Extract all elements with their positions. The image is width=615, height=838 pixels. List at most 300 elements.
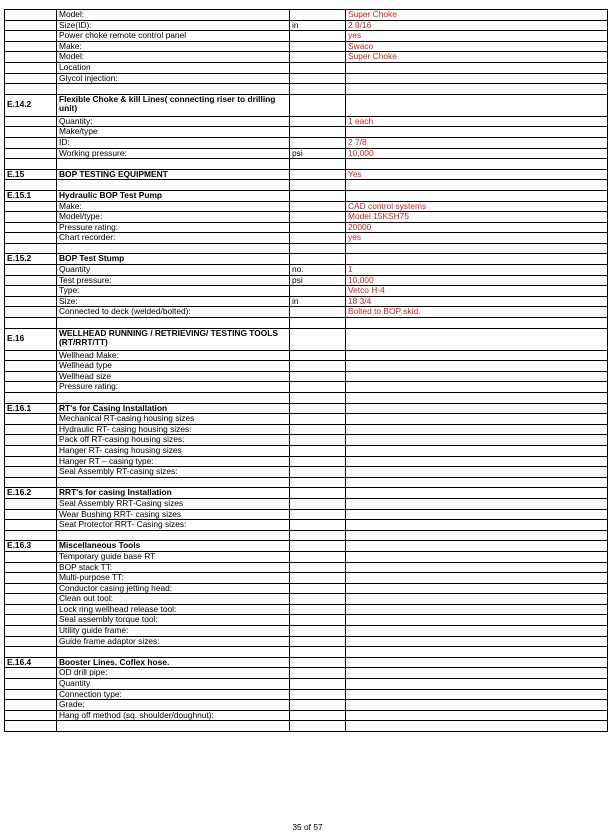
value-cell — [346, 626, 608, 637]
item-label: Wear Bushing RRT- casing sizes — [57, 509, 290, 520]
value-cell — [346, 562, 608, 573]
section-number — [5, 243, 57, 254]
section-number — [5, 604, 57, 615]
unit-cell — [290, 456, 346, 467]
spec-row — [5, 700, 608, 711]
item-label — [57, 721, 290, 732]
value-cell — [346, 243, 608, 254]
value-cell: 1 — [346, 265, 608, 276]
spec-row — [5, 551, 608, 562]
spec-row — [5, 361, 608, 372]
section-number — [5, 212, 57, 223]
section-title: BOP Test Stump — [57, 254, 290, 265]
value-cell — [346, 530, 608, 541]
value-cell: Yes — [346, 169, 608, 180]
unit-cell — [290, 636, 346, 647]
value-cell: Super Choke — [346, 10, 608, 21]
section-number — [5, 41, 57, 52]
section-number — [5, 127, 57, 138]
value-cell — [346, 84, 608, 95]
section-number — [5, 530, 57, 541]
section-number — [5, 477, 57, 488]
item-label: Power choke remote control panel — [57, 31, 290, 42]
value-cell: 10,000 — [346, 275, 608, 286]
spec-row — [5, 573, 608, 584]
unit-cell — [290, 573, 346, 584]
unit-cell: psi — [290, 148, 346, 159]
item-label: Grade: — [57, 700, 290, 711]
item-label: Connected to deck (welded/bolted): — [57, 307, 290, 318]
section-number — [5, 626, 57, 637]
unit-cell — [290, 180, 346, 191]
unit-cell — [290, 169, 346, 180]
unit-cell — [290, 41, 346, 52]
spec-row — [5, 31, 608, 42]
section-number — [5, 689, 57, 700]
unit-cell — [290, 509, 346, 520]
item-label: BOP stack TT: — [57, 562, 290, 573]
section-header-row — [5, 94, 608, 116]
item-label: Make/type — [57, 127, 290, 138]
spacer-row — [5, 318, 608, 329]
item-label: Conductor casing jetting head: — [57, 583, 290, 594]
item-label: Utility guide frame: — [57, 626, 290, 637]
unit-cell — [290, 243, 346, 254]
section-number — [5, 382, 57, 393]
section-number — [5, 233, 57, 244]
section-title: Miscellaneous Tools — [57, 541, 290, 552]
value-cell: Bolted to BOP skid. — [346, 307, 608, 318]
unit-cell — [290, 382, 346, 393]
item-label: Size: — [57, 296, 290, 307]
value-cell — [346, 657, 608, 668]
value-cell — [346, 414, 608, 425]
spec-row — [5, 148, 608, 159]
section-number — [5, 636, 57, 647]
section-number — [5, 414, 57, 425]
section-number — [5, 31, 57, 42]
unit-cell — [290, 371, 346, 382]
section-number: E.14.2 — [5, 94, 57, 116]
value-cell — [346, 498, 608, 509]
value-cell: Model 15KSH75 — [346, 212, 608, 223]
spec-row — [5, 382, 608, 393]
value-cell: yes — [346, 233, 608, 244]
spec-row — [5, 350, 608, 361]
section-number — [5, 350, 57, 361]
section-number — [5, 551, 57, 562]
unit-cell — [290, 604, 346, 615]
unit-cell: in — [290, 20, 346, 31]
section-header-row — [5, 169, 608, 180]
section-number — [5, 318, 57, 329]
spec-row — [5, 201, 608, 212]
value-cell — [346, 573, 608, 584]
item-label: Model/type: — [57, 212, 290, 223]
section-number — [5, 594, 57, 605]
unit-cell — [290, 435, 346, 446]
section-number — [5, 265, 57, 276]
value-cell — [346, 509, 608, 520]
item-label: Quantity — [57, 265, 290, 276]
section-number — [5, 583, 57, 594]
spec-row — [5, 265, 608, 276]
section-number — [5, 116, 57, 127]
value-cell — [346, 551, 608, 562]
section-number — [5, 180, 57, 191]
unit-cell — [290, 424, 346, 435]
unit-cell — [290, 137, 346, 148]
section-title: RT's for Casing Installation — [57, 403, 290, 414]
spec-row — [5, 445, 608, 456]
value-cell — [346, 467, 608, 478]
item-label: Seal assembly torque tool: — [57, 615, 290, 626]
section-number — [5, 159, 57, 170]
item-label: Model: — [57, 52, 290, 63]
value-cell — [346, 721, 608, 732]
item-label — [57, 393, 290, 404]
unit-cell — [290, 403, 346, 414]
spec-table-body — [5, 10, 608, 732]
value-cell — [346, 488, 608, 499]
spec-row — [5, 52, 608, 63]
item-label: Seat Protector RRT- Casing sizes: — [57, 520, 290, 531]
spec-row — [5, 615, 608, 626]
section-title: BOP TESTING EQUIPMENT — [57, 169, 290, 180]
item-label: Model: — [57, 10, 290, 21]
section-number: E.15.2 — [5, 254, 57, 265]
value-cell — [346, 710, 608, 721]
unit-cell — [290, 393, 346, 404]
value-cell — [346, 180, 608, 191]
value-cell — [346, 541, 608, 552]
spec-row — [5, 296, 608, 307]
unit-cell — [290, 700, 346, 711]
section-number: E.15 — [5, 169, 57, 180]
section-number — [5, 84, 57, 95]
section-title: WELLHEAD RUNNING / RETRIEVING/ TESTING TOOLS (RT/RRT/TT) — [57, 328, 290, 350]
item-label: Lock ring wellhead release tool: — [57, 604, 290, 615]
section-number — [5, 10, 57, 21]
spec-row — [5, 275, 608, 286]
spec-row — [5, 127, 608, 138]
section-title: Booster Lines. Coflex hose. — [57, 657, 290, 668]
unit-cell — [290, 594, 346, 605]
item-label: OD drill pipe: — [57, 668, 290, 679]
value-cell: yes — [346, 31, 608, 42]
unit-cell — [290, 414, 346, 425]
section-number: E.16 — [5, 328, 57, 350]
section-number — [5, 73, 57, 84]
section-number — [5, 286, 57, 297]
section-number — [5, 615, 57, 626]
unit-cell — [290, 201, 346, 212]
spec-row — [5, 710, 608, 721]
section-header-row — [5, 190, 608, 201]
spacer-row — [5, 647, 608, 658]
unit-cell — [290, 10, 346, 21]
item-label: Wellhead type — [57, 361, 290, 372]
unit-cell — [290, 254, 346, 265]
spec-row — [5, 286, 608, 297]
unit-cell — [290, 159, 346, 170]
item-label: Working pressure: — [57, 148, 290, 159]
item-label — [57, 530, 290, 541]
spec-row — [5, 509, 608, 520]
unit-cell — [290, 94, 346, 116]
item-label: Hydraulic RT- casing housing sizes: — [57, 424, 290, 435]
spacer-row — [5, 159, 608, 170]
section-number — [5, 445, 57, 456]
unit-cell — [290, 498, 346, 509]
value-cell — [346, 393, 608, 404]
spec-row — [5, 498, 608, 509]
section-number — [5, 424, 57, 435]
unit-cell — [290, 647, 346, 658]
spec-row — [5, 371, 608, 382]
spec-row — [5, 604, 608, 615]
item-label: Hang off method (sq. shoulder/doughnut): — [57, 710, 290, 721]
item-label: Seal Assembly RT-casing sizes: — [57, 467, 290, 478]
section-number — [5, 498, 57, 509]
spec-row — [5, 222, 608, 233]
section-header-row — [5, 254, 608, 265]
item-label — [57, 477, 290, 488]
value-cell — [346, 159, 608, 170]
value-cell — [346, 350, 608, 361]
value-cell — [346, 647, 608, 658]
unit-cell: no. — [290, 265, 346, 276]
section-number — [5, 20, 57, 31]
unit-cell — [290, 116, 346, 127]
unit-cell — [290, 307, 346, 318]
section-number: E.15.1 — [5, 190, 57, 201]
section-number — [5, 148, 57, 159]
unit-cell — [290, 233, 346, 244]
spec-row — [5, 212, 608, 223]
section-header-row — [5, 541, 608, 552]
item-label: Chart recorder: — [57, 233, 290, 244]
spec-row — [5, 668, 608, 679]
item-label: Clean out tool: — [57, 594, 290, 605]
section-title: Hydraulic BOP Test Pump — [57, 190, 290, 201]
item-label: Quantity — [57, 679, 290, 690]
section-number — [5, 435, 57, 446]
unit-cell — [290, 127, 346, 138]
spec-row — [5, 435, 608, 446]
value-cell: 2 7/8 — [346, 137, 608, 148]
value-cell: 2 9/16 — [346, 20, 608, 31]
spec-row — [5, 414, 608, 425]
unit-cell — [290, 31, 346, 42]
section-number — [5, 700, 57, 711]
unit-cell: psi — [290, 275, 346, 286]
unit-cell — [290, 467, 346, 478]
value-cell — [346, 477, 608, 488]
section-number — [5, 573, 57, 584]
value-cell — [346, 679, 608, 690]
section-number: E.16.3 — [5, 541, 57, 552]
value-cell — [346, 636, 608, 647]
unit-cell: in — [290, 296, 346, 307]
unit-cell — [290, 626, 346, 637]
value-cell: CAD control systems — [346, 201, 608, 212]
item-label: Hanger RT- casing housing sizes — [57, 445, 290, 456]
item-label: ID: — [57, 137, 290, 148]
unit-cell — [290, 721, 346, 732]
spec-row — [5, 73, 608, 84]
value-cell — [346, 520, 608, 531]
item-label: Multi-purpose TT: — [57, 573, 290, 584]
spec-row — [5, 626, 608, 637]
unit-cell — [290, 689, 346, 700]
section-number — [5, 456, 57, 467]
page-number: 35 of 57 — [292, 822, 323, 832]
value-cell — [346, 190, 608, 201]
unit-cell — [290, 520, 346, 531]
value-cell — [346, 361, 608, 372]
value-cell — [346, 254, 608, 265]
section-header-row — [5, 488, 608, 499]
unit-cell — [290, 615, 346, 626]
value-cell: 1 each — [346, 116, 608, 127]
spec-row — [5, 636, 608, 647]
item-label: Hanger RT – casing type: — [57, 456, 290, 467]
section-number — [5, 222, 57, 233]
value-cell: Super Choke — [346, 52, 608, 63]
spec-row — [5, 689, 608, 700]
unit-cell — [290, 361, 346, 372]
value-cell — [346, 62, 608, 73]
unit-cell — [290, 541, 346, 552]
spec-row — [5, 41, 608, 52]
spec-row — [5, 10, 608, 21]
unit-cell — [290, 190, 346, 201]
section-number — [5, 679, 57, 690]
value-cell — [346, 94, 608, 116]
value-cell — [346, 127, 608, 138]
spec-row — [5, 679, 608, 690]
section-header-row — [5, 403, 608, 414]
unit-cell — [290, 530, 346, 541]
section-number — [5, 393, 57, 404]
value-cell — [346, 604, 608, 615]
section-number — [5, 710, 57, 721]
value-cell — [346, 615, 608, 626]
spec-row — [5, 233, 608, 244]
value-cell — [346, 583, 608, 594]
section-number: E.16.1 — [5, 403, 57, 414]
item-label: Mechanical RT-casing housing sizes — [57, 414, 290, 425]
section-number — [5, 509, 57, 520]
unit-cell — [290, 222, 346, 233]
unit-cell — [290, 657, 346, 668]
section-number: E.16.2 — [5, 488, 57, 499]
spec-row — [5, 424, 608, 435]
item-label: Pack off RT-casing housing sizes: — [57, 435, 290, 446]
item-label: Seal Assembly RRT-Casing sizes — [57, 498, 290, 509]
item-label — [57, 243, 290, 254]
unit-cell — [290, 212, 346, 223]
value-cell — [346, 700, 608, 711]
unit-cell — [290, 62, 346, 73]
section-number — [5, 62, 57, 73]
section-number — [5, 275, 57, 286]
unit-cell — [290, 73, 346, 84]
item-label: Glycol injection: — [57, 73, 290, 84]
spacer-row — [5, 477, 608, 488]
item-label: Temporary guide base RT — [57, 551, 290, 562]
value-cell: 10,000 — [346, 148, 608, 159]
section-number — [5, 562, 57, 573]
unit-cell — [290, 710, 346, 721]
item-label: Pressure rating: — [57, 382, 290, 393]
item-label: Guide frame adaptor sizes: — [57, 636, 290, 647]
section-title: Flexible Choke & kill Lines( connecting riser to drilling unit) — [57, 94, 290, 116]
item-label — [57, 318, 290, 329]
spec-row — [5, 137, 608, 148]
spacer-row — [5, 393, 608, 404]
section-number — [5, 296, 57, 307]
value-cell — [346, 445, 608, 456]
section-number — [5, 137, 57, 148]
unit-cell — [290, 84, 346, 95]
section-header-row — [5, 657, 608, 668]
unit-cell — [290, 551, 346, 562]
value-cell: Vetco H-4 — [346, 286, 608, 297]
section-number — [5, 721, 57, 732]
unit-cell — [290, 350, 346, 361]
value-cell — [346, 382, 608, 393]
unit-cell — [290, 318, 346, 329]
spec-row — [5, 62, 608, 73]
spacer-row — [5, 721, 608, 732]
item-label: Size(ID): — [57, 20, 290, 31]
section-number — [5, 520, 57, 531]
item-label: Location — [57, 62, 290, 73]
section-number — [5, 201, 57, 212]
unit-cell — [290, 52, 346, 63]
item-label — [57, 647, 290, 658]
item-label: Test pressure: — [57, 275, 290, 286]
value-cell: 20000 — [346, 222, 608, 233]
spec-row — [5, 467, 608, 478]
value-cell — [346, 689, 608, 700]
spec-row — [5, 456, 608, 467]
spec-row — [5, 520, 608, 531]
value-cell — [346, 668, 608, 679]
value-cell — [346, 328, 608, 350]
unit-cell — [290, 562, 346, 573]
spec-row — [5, 307, 608, 318]
value-cell — [346, 435, 608, 446]
unit-cell — [290, 679, 346, 690]
spec-row — [5, 20, 608, 31]
item-label: Type: — [57, 286, 290, 297]
item-label — [57, 159, 290, 170]
section-number — [5, 371, 57, 382]
value-cell — [346, 371, 608, 382]
item-label: Make: — [57, 201, 290, 212]
item-label: Connection type: — [57, 689, 290, 700]
spacer-row — [5, 84, 608, 95]
section-number — [5, 52, 57, 63]
unit-cell — [290, 488, 346, 499]
value-cell — [346, 456, 608, 467]
section-number: E.16.4 — [5, 657, 57, 668]
section-number — [5, 361, 57, 372]
value-cell: Swaco — [346, 41, 608, 52]
